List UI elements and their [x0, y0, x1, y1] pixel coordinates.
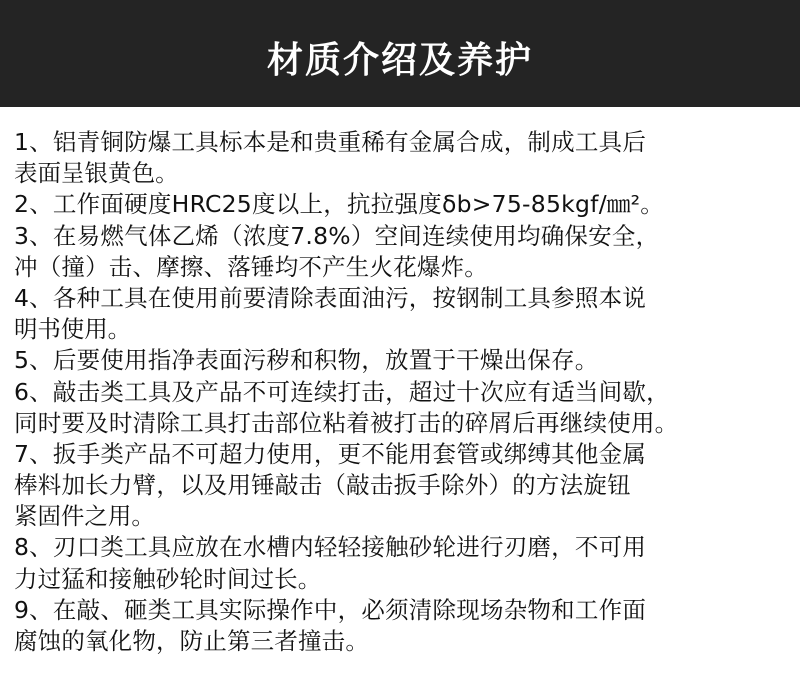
text-line: 9、在敲、砸类工具实际操作中，必须清除现场杂物和工作面 — [14, 595, 647, 624]
page-title: 材质介绍及养护 — [266, 40, 533, 81]
text-line: 5、后要使用指净表面污秽和积物，放置于干燥出保存。 — [14, 346, 599, 375]
instructions-text — [14, 127, 794, 657]
text-line: 8、刃口类工具应放在水槽内轻轻接触砂轮进行刃磨，不可用 — [14, 533, 647, 562]
text-line: 1、铝青铜防爆工具标本是和贵重稀有金属合成，制成工具后 — [14, 128, 647, 156]
text-line: 6、敲击类工具及产品不可连续打击，超过十次应有适当间歇， — [14, 377, 670, 406]
text-line: 紧固件之用。 — [14, 502, 155, 531]
text-line: 腐蚀的氧化物，防止第三者撞击。 — [14, 627, 369, 655]
text-line: 表面呈银黄色。 — [14, 159, 179, 188]
text-line: 冲（撞）击、摩擦、落锤均不产生火花爆炸。 — [14, 252, 488, 281]
header-banner — [0, 0, 800, 107]
text-line: 力过猛和接触砂轮时间过长。 — [14, 564, 322, 593]
text-line: 7、扳手类产品不可超力使用，更不能用套管或绑缚其他金属 — [14, 439, 647, 468]
text-line: 明书使用。 — [14, 315, 131, 344]
text-line: 4、各种工具在使用前要清除表面油污，按钢制工具参照本说 — [14, 283, 647, 312]
text-line: 3、在易燃气体乙烯（浓度7.8%）空间连续使用均确保安全， — [14, 221, 660, 250]
text-line: 同时要及时清除工具打击部位粘着被打击的碎屑后再继续使用。 — [14, 408, 679, 437]
text-line: 棒料加长力臂，以及用锤敲击（敲击扳手除外）的方法旋钮 — [14, 471, 631, 500]
text-line: 2、工作面硬度HRC25度以上，抗拉强度δb>75-85kgf/㎜²。 — [14, 190, 664, 219]
